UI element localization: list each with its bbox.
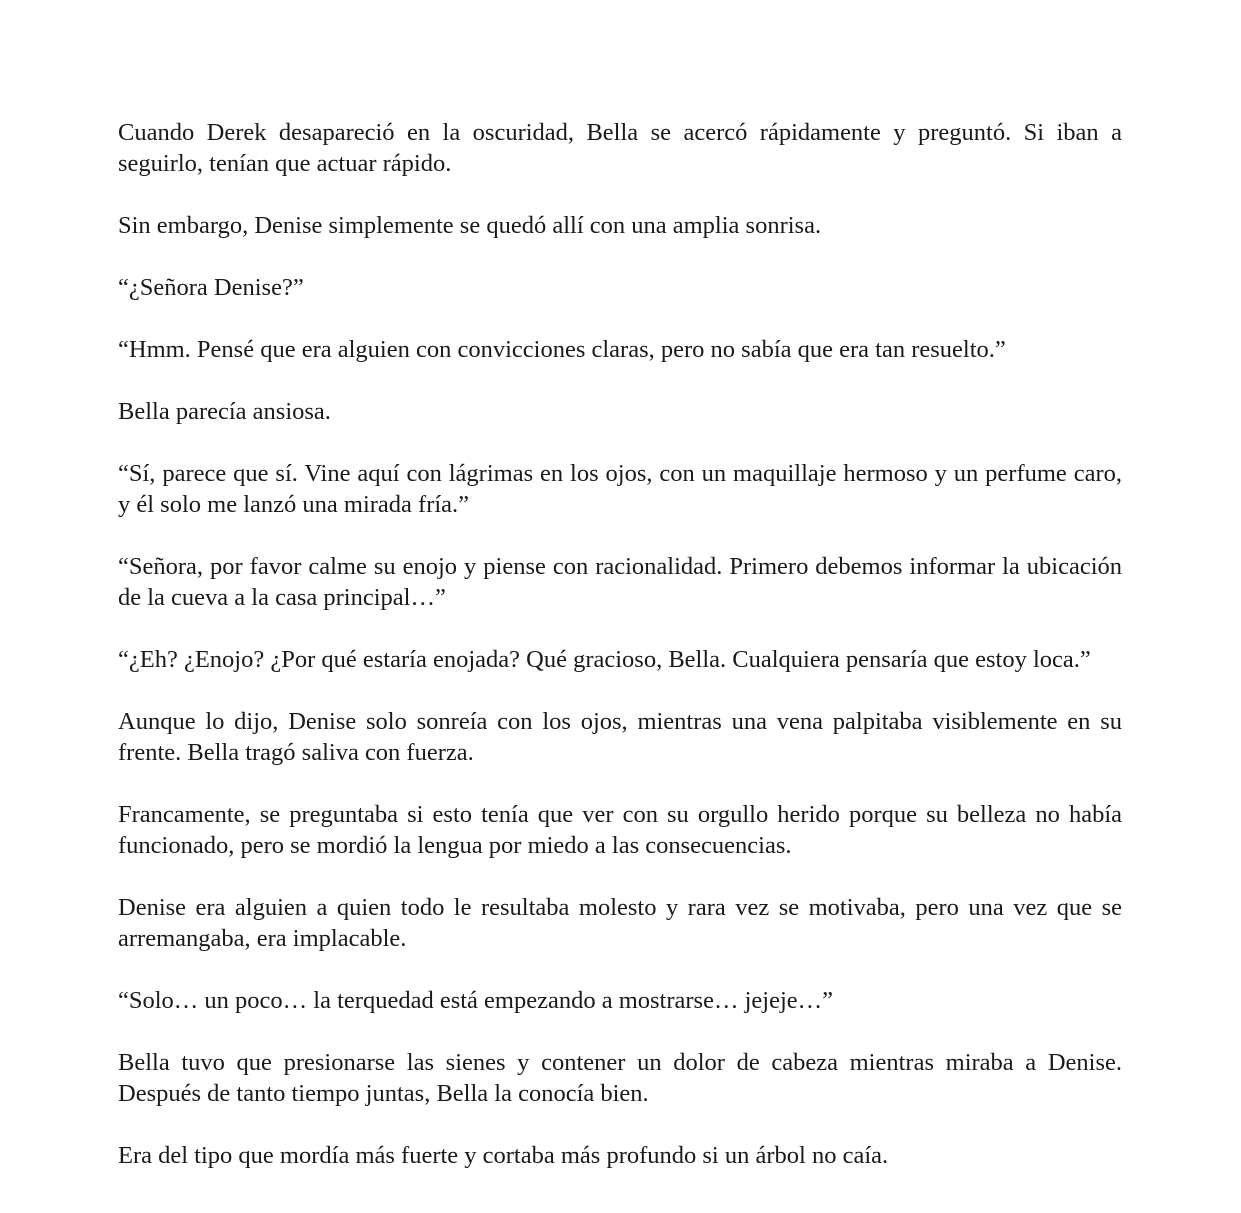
paragraph: Denise era alguien a quien todo le resultaba molesto y rara vez se motivaba, pero una vez que se arremangaba, era implacable.: [118, 894, 1122, 952]
paragraph: Cuando Derek desapareció en la oscuridad, Bella se acercó rápidamente y preguntó. Si iban a seguirlo, tenían que actuar rápido.: [118, 119, 1122, 177]
paragraph: “Señora, por favor calme su enojo y piense con racionalidad. Primero debemos informar la ubicación de la cueva a la casa principal…”: [118, 553, 1122, 611]
paragraph: Aunque lo dijo, Denise solo sonreía con los ojos, mientras una vena palpitaba visiblemente en su frente. Bella tragó saliva con fuerza.: [118, 708, 1122, 766]
document-page: [118, 117, 1122, 1171]
paragraph: Bella tuvo que presionarse las sienes y contener un dolor de cabeza mientras miraba a Denise. Después de tanto tiempo juntas, Bella la conocía bien.: [118, 1049, 1122, 1107]
paragraph: “¿Señora Denise?”: [118, 274, 304, 301]
paragraph: Francamente, se preguntaba si esto tenía que ver con su orgullo herido porque su belleza no había funcionado, pero se mordió la lengua por miedo a las consecuencias.: [118, 801, 1122, 859]
paragraph: Era del tipo que mordía más fuerte y cortaba más profundo si un árbol no caía.: [118, 1142, 889, 1169]
paragraph: “Sí, parece que sí. Vine aquí con lágrimas en los ojos, con un maquillaje hermoso y un perfume caro, y él solo me lanzó una mirada fría.”: [118, 460, 1122, 518]
paragraph: “¿Eh? ¿Enojo? ¿Por qué estaría enojada? Qué gracioso, Bella. Cualquiera pensaría que estoy loca.”: [118, 646, 1091, 673]
paragraph: Sin embargo, Denise simplemente se quedó allí con una amplia sonrisa.: [118, 212, 822, 239]
paragraph: “Hmm. Pensé que era alguien con convicciones claras, pero no sabía que era tan resuelto.”: [118, 336, 1006, 363]
paragraph: “Solo… un poco… la terquedad está empezando a mostrarse… jejeje…”: [118, 987, 834, 1014]
paragraph: Bella parecía ansiosa.: [118, 398, 331, 425]
